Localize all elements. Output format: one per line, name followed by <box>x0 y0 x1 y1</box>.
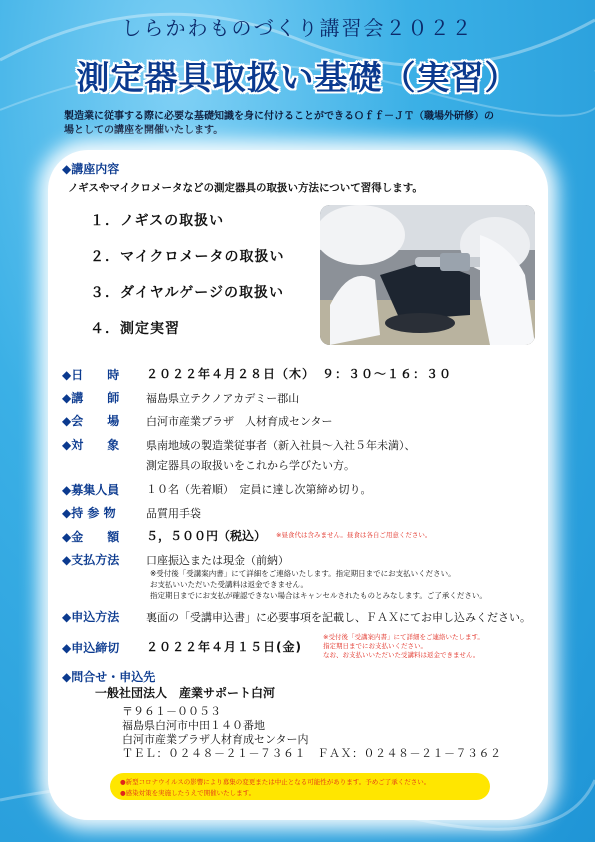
notice-line-2: ●感染対策を実施したうえで開催いたします。 <box>120 789 256 797</box>
target-value-2: 測定器具の取扱いをこれから学びたい方。 <box>146 459 355 472</box>
intro-line-1: 製造業に従事する際に必要な基礎知識を身に付けることができるＯｆｆ－ＪＴ（職場外研修）の <box>64 111 494 122</box>
page-title: 測定器具取扱い基礎（実習） <box>76 58 519 97</box>
course-item-1: １．ノギスの取扱い <box>90 213 225 229</box>
fee-label: ◆金 額 <box>62 530 120 544</box>
apply-label: ◆申込方法 <box>62 610 120 624</box>
instructor-label: ◆講 師 <box>62 391 120 405</box>
course-item-3: ３．ダイヤルゲージの取扱い <box>90 285 285 301</box>
fee-value: ５，５００円（税込） <box>146 529 267 543</box>
bring-value: 品質用手袋 <box>146 507 201 520</box>
payment-note-3: 指定期日までにお支払が確認できない場合はキャンセルされたものとみなします。ご了承ください。 <box>150 591 487 600</box>
deadline-value: ２０２２年４月１５日(金) <box>146 640 302 654</box>
venue-label: ◆会 場 <box>62 414 120 428</box>
intro-line-2: 場としての講座を開催いたします。 <box>64 125 224 136</box>
notice-box <box>110 773 490 800</box>
apply-value: 裏面の「受講申込書」に必要事項を記載し、ＦＡＸにてお申し込みください。 <box>146 611 531 624</box>
contact-address-2: 白河市産業プラザ人材育成センター内 <box>122 733 309 746</box>
target-label: ◆対 象 <box>62 438 120 452</box>
course-item-4: ４．測定実習 <box>90 321 180 337</box>
contact-phone: ＴＥＬ：０２４８－２１－７３６１ ＦＡＸ：０２４８－２１－７３６２ <box>122 747 502 760</box>
capacity-label: ◆募集人員 <box>62 483 120 497</box>
notice-line-1: ●新型コロナウイルスの影響により募集の変更または中止となる可能性があります。予めご了承ください。 <box>120 778 431 786</box>
course-heading: ◆講座内容 <box>62 162 120 176</box>
instructor-value: 福島県立テクノアカデミー郡山 <box>146 392 300 405</box>
micrometer-photo <box>320 205 535 345</box>
target-value-1: 県南地域の製造業従事者（新入社員～入社５年未満）、 <box>146 439 416 452</box>
course-item-2: ２．マイクロメータの取扱い <box>90 249 285 265</box>
date-value: ２０２２年４月２８日（木） ９：３０～１６：３０ <box>146 367 453 381</box>
date-label: ◆日 時 <box>62 368 120 382</box>
payment-value: 口座振込または現金（前納） <box>146 554 289 567</box>
deadline-note-1: ※受付後「受講案内書」にて詳細をご連絡いたします。 <box>323 633 484 641</box>
course-description: ノギスやマイクロメータなどの測定器具の取扱い方法について習得します。 <box>68 182 423 194</box>
event-subtitle: しらかわものづくり講習会２０２２ <box>121 16 474 40</box>
payment-label: ◆支払方法 <box>62 553 120 567</box>
contact-org: 一般社団法人 産業サポート白河 <box>95 686 276 700</box>
deadline-note-3: なお、お支払いいただいた受講料は返金できません。 <box>323 651 480 659</box>
contact-heading: ◆問合せ・申込先 <box>62 670 156 684</box>
payment-note-2: お支払いいただいた受講料は返金できません。 <box>150 580 308 589</box>
bring-label: ◆持 参 物 <box>62 506 116 520</box>
deadline-note-2: 指定期日までにお支払いください。 <box>323 642 427 650</box>
fee-note: ※昼食代は含みません。昼食は各自ご用意ください。 <box>276 531 432 539</box>
contact-address-1: 福島県白河市中田１４０番地 <box>122 719 265 732</box>
capacity-value: １０名（先着順） 定員に達し次第締め切り。 <box>146 483 372 496</box>
deadline-label: ◆申込締切 <box>62 641 120 655</box>
venue-value: 白河市産業プラザ 人材育成センター <box>146 415 333 428</box>
intro-text <box>64 110 554 138</box>
payment-note-1: ※受付後「受講案内書」にて詳細をご連絡いたします。指定期日までにお支払いください。 <box>150 569 456 578</box>
contact-postal: 〒９６１－００５３ <box>122 705 221 718</box>
